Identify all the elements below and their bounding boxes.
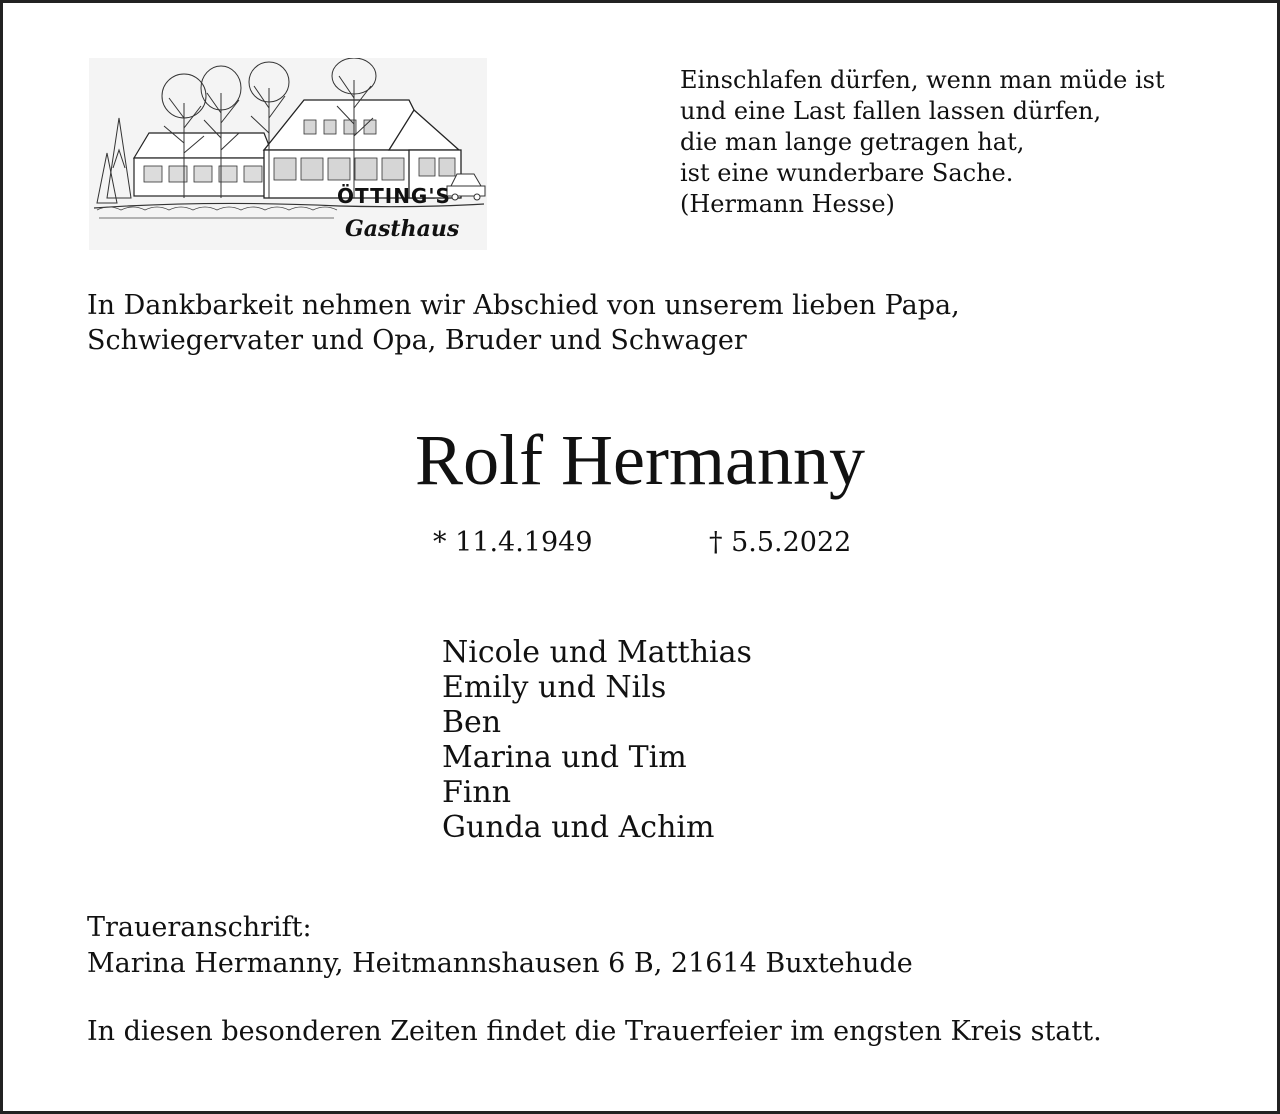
poem-line: und eine Last fallen lassen dürfen, xyxy=(680,97,1102,125)
poem-line: die man lange getragen hat, xyxy=(680,128,1025,156)
deceased-name: Rolf Hermanny xyxy=(415,420,865,500)
mourner-entry: Marina und Tim xyxy=(442,740,687,775)
mourner-entry: Nicole und Matthias xyxy=(442,635,752,670)
mourning-address xyxy=(87,910,1187,982)
closing-note: In diesen besonderen Zeiten findet die Trauerfeier im engsten Kreis statt. xyxy=(87,1016,1102,1047)
mourner-entry: Gunda und Achim xyxy=(442,810,715,845)
poem-author: (Hermann Hesse) xyxy=(680,190,895,218)
logo-subtitle: Gasthaus xyxy=(345,216,460,242)
poem-line: ist eine wunderbare Sache. xyxy=(680,159,1014,187)
intro-line: In Dankbarkeit nehmen wir Abschied von unserem lieben Papa, xyxy=(87,290,960,321)
address-line: Marina Hermanny, Heitmannshausen 6 B, 21614 Buxtehude xyxy=(87,948,913,979)
mourner-entry: Emily und Nils xyxy=(442,670,667,705)
intro-line: Schwiegervater und Opa, Bruder und Schwager xyxy=(87,325,747,356)
birth-date: * 11.4.1949 xyxy=(433,527,593,558)
address-label: Traueranschrift: xyxy=(87,912,312,943)
mourner-entry: Ben xyxy=(442,705,502,740)
logo-wordmark: ÖTTING'S xyxy=(337,184,451,208)
mourner-entry: Finn xyxy=(442,775,512,810)
intro-text xyxy=(87,288,1207,358)
mourners-list xyxy=(442,635,1042,845)
gasthaus-logo xyxy=(89,58,487,250)
poem-quote xyxy=(680,65,1240,220)
poem-line: Einschlafen dürfen, wenn man müde ist xyxy=(680,66,1165,94)
death-date: † 5.5.2022 xyxy=(709,527,852,558)
